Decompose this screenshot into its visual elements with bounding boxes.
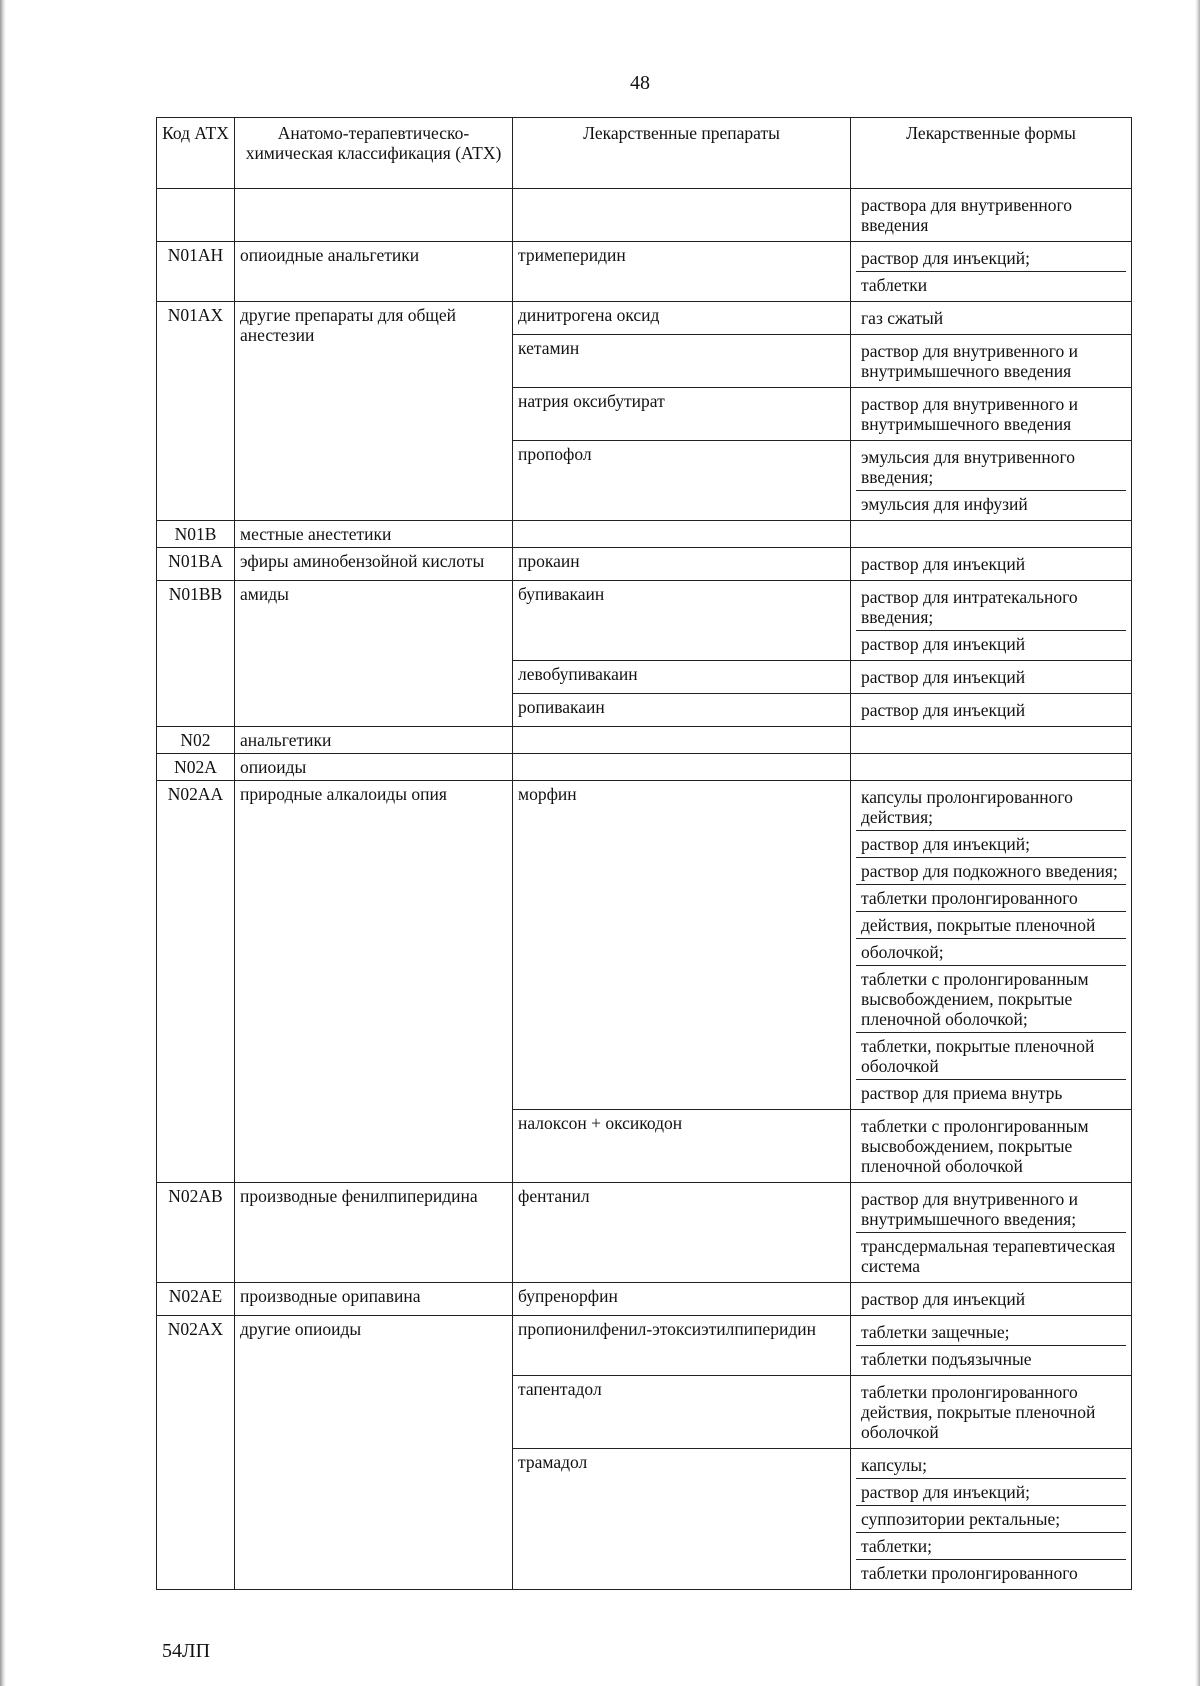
form-item: раствор для инъекций	[861, 700, 1026, 720]
form-item: таблетки;	[856, 1532, 1126, 1559]
form-item: раствор для инъекций	[861, 667, 1026, 687]
drug-name: ропивакаин	[513, 694, 851, 727]
table-row	[157, 302, 1132, 335]
drug-table	[156, 117, 1132, 1590]
form-item: эмульсия для внутривенного введения;	[861, 447, 1075, 487]
form-item: раствор для приема внутрь	[856, 1079, 1126, 1106]
atc-class: эфиры аминобензойной кислоты	[235, 548, 513, 581]
form-item: оболочкой;	[856, 938, 1126, 965]
form-item: действия, покрытые пленочной	[856, 911, 1126, 938]
form-item: газ сжатый	[861, 308, 944, 328]
drug-name: кетамин	[513, 335, 851, 388]
form-item: раствор для инъекций;	[856, 830, 1126, 857]
drug-name: бупренорфин	[513, 1283, 851, 1316]
atc-class: опиоиды	[235, 754, 513, 781]
atc-code: N02AB	[157, 1183, 235, 1283]
form-item: раствор для инъекций;	[861, 248, 1031, 268]
table-row	[157, 242, 1132, 302]
form-item: таблетки с пролонгированным высвобождением, покрытые пленочной оболочкой	[861, 1116, 1089, 1176]
form-item: раствор для интратекального введения;	[861, 587, 1078, 627]
table-row	[157, 189, 1132, 242]
form-item: раствор для внутривенного и внутримышечного введения;	[861, 1189, 1079, 1229]
table-row	[157, 754, 1132, 781]
form-item: эмульсия для инфузий	[856, 490, 1126, 517]
atc-code: N02A	[157, 754, 235, 781]
form-item: таблетки подъязычные	[856, 1345, 1126, 1372]
atc-code: N02AX	[157, 1316, 235, 1590]
form-item: таблетки, покрытые пленочной оболочкой	[856, 1032, 1126, 1079]
form-item: капсулы;	[861, 1455, 928, 1475]
form-item: таблетки пролонгированного	[856, 884, 1126, 911]
atc-class: опиоидные анальгетики	[235, 242, 513, 302]
scan-edge-left	[0, 0, 6, 1686]
atc-class: другие опиоиды	[235, 1316, 513, 1590]
form-item: раствора для внутривенного введения	[861, 195, 1073, 235]
drug-name: пропионилфенил-этоксиэтилпиперидин	[513, 1316, 851, 1376]
table-row	[157, 581, 1132, 661]
atc-class: анальгетики	[235, 727, 513, 754]
form-item: таблетки защечные;	[861, 1322, 1010, 1342]
form-item: раствор для инъекций	[861, 554, 1026, 574]
drug-name: тримеперидин	[513, 242, 851, 302]
header-forms: Лекарственные формы	[851, 118, 1132, 189]
atc-class: производные фенилпиперидина	[235, 1183, 513, 1283]
header-row	[157, 118, 1132, 189]
drug-name: левобупивакаин	[513, 661, 851, 694]
table-row	[157, 1283, 1132, 1316]
page-number: 48	[630, 72, 650, 94]
form-item: таблетки пролонгированного действия, покрытые пленочной оболочкой	[861, 1382, 1096, 1442]
drug-name: натрия оксибутират	[513, 388, 851, 441]
form-item: раствор для инъекций;	[856, 1478, 1126, 1505]
drug-name: пропофол	[513, 441, 851, 521]
scan-edge-right	[1195, 0, 1200, 1686]
form-item: раствор для внутривенного и внутримышечного введения	[861, 394, 1079, 434]
atc-code: N01AX	[157, 302, 235, 521]
drug-name: динитрогена оксид	[513, 302, 851, 335]
header-classification: Анатомо-терапевтическо-химическая классификация (АТХ)	[235, 118, 513, 189]
atc-code: N01BA	[157, 548, 235, 581]
drug-name: бупивакаин	[513, 581, 851, 661]
atc-code: N02AA	[157, 781, 235, 1183]
atc-code: N02AE	[157, 1283, 235, 1316]
document-code: 54ЛП	[162, 1640, 211, 1662]
table-row	[157, 548, 1132, 581]
atc-class: производные орипавина	[235, 1283, 513, 1316]
form-item: таблетки с пролонгированным высвобождением, покрытые пленочной оболочкой;	[856, 965, 1126, 1032]
table-row	[157, 727, 1132, 754]
atc-code: N02	[157, 727, 235, 754]
table-row	[157, 781, 1132, 1110]
atc-class: другие препараты для общей анестезии	[235, 302, 513, 521]
form-item: таблетки пролонгированного	[856, 1559, 1126, 1586]
drug-name: налоксон + оксикодон	[513, 1110, 851, 1183]
table-row	[157, 1183, 1132, 1283]
atc-code: N01B	[157, 521, 235, 548]
atc-code: N01AH	[157, 242, 235, 302]
form-item: таблетки	[856, 271, 1126, 298]
form-item: раствор для подкожного введения;	[856, 857, 1126, 884]
table-row	[157, 1316, 1132, 1376]
form-item: раствор для внутривенного и внутримышечного введения	[861, 341, 1079, 381]
atc-class: местные анестетики	[235, 521, 513, 548]
header-drugs: Лекарственные препараты	[513, 118, 851, 189]
drug-name: тапентадол	[513, 1376, 851, 1449]
atc-class: амиды	[235, 581, 513, 727]
form-item: суппозитории ректальные;	[856, 1505, 1126, 1532]
form-item: раствор для инъекций	[861, 1289, 1026, 1309]
header-code: Код АТХ	[157, 118, 235, 189]
drug-name: фентанил	[513, 1183, 851, 1283]
drug-name: трамадол	[513, 1449, 851, 1590]
form-item: капсулы пролонгированного действия;	[861, 787, 1073, 827]
drug-name: прокаин	[513, 548, 851, 581]
atc-class: природные алкалоиды опия	[235, 781, 513, 1183]
atc-code: N01BB	[157, 581, 235, 727]
table-row	[157, 521, 1132, 548]
form-item: трансдермальная терапевтическая система	[856, 1232, 1126, 1279]
drug-name: морфин	[513, 781, 851, 1110]
form-item: раствор для инъекций	[856, 630, 1126, 657]
